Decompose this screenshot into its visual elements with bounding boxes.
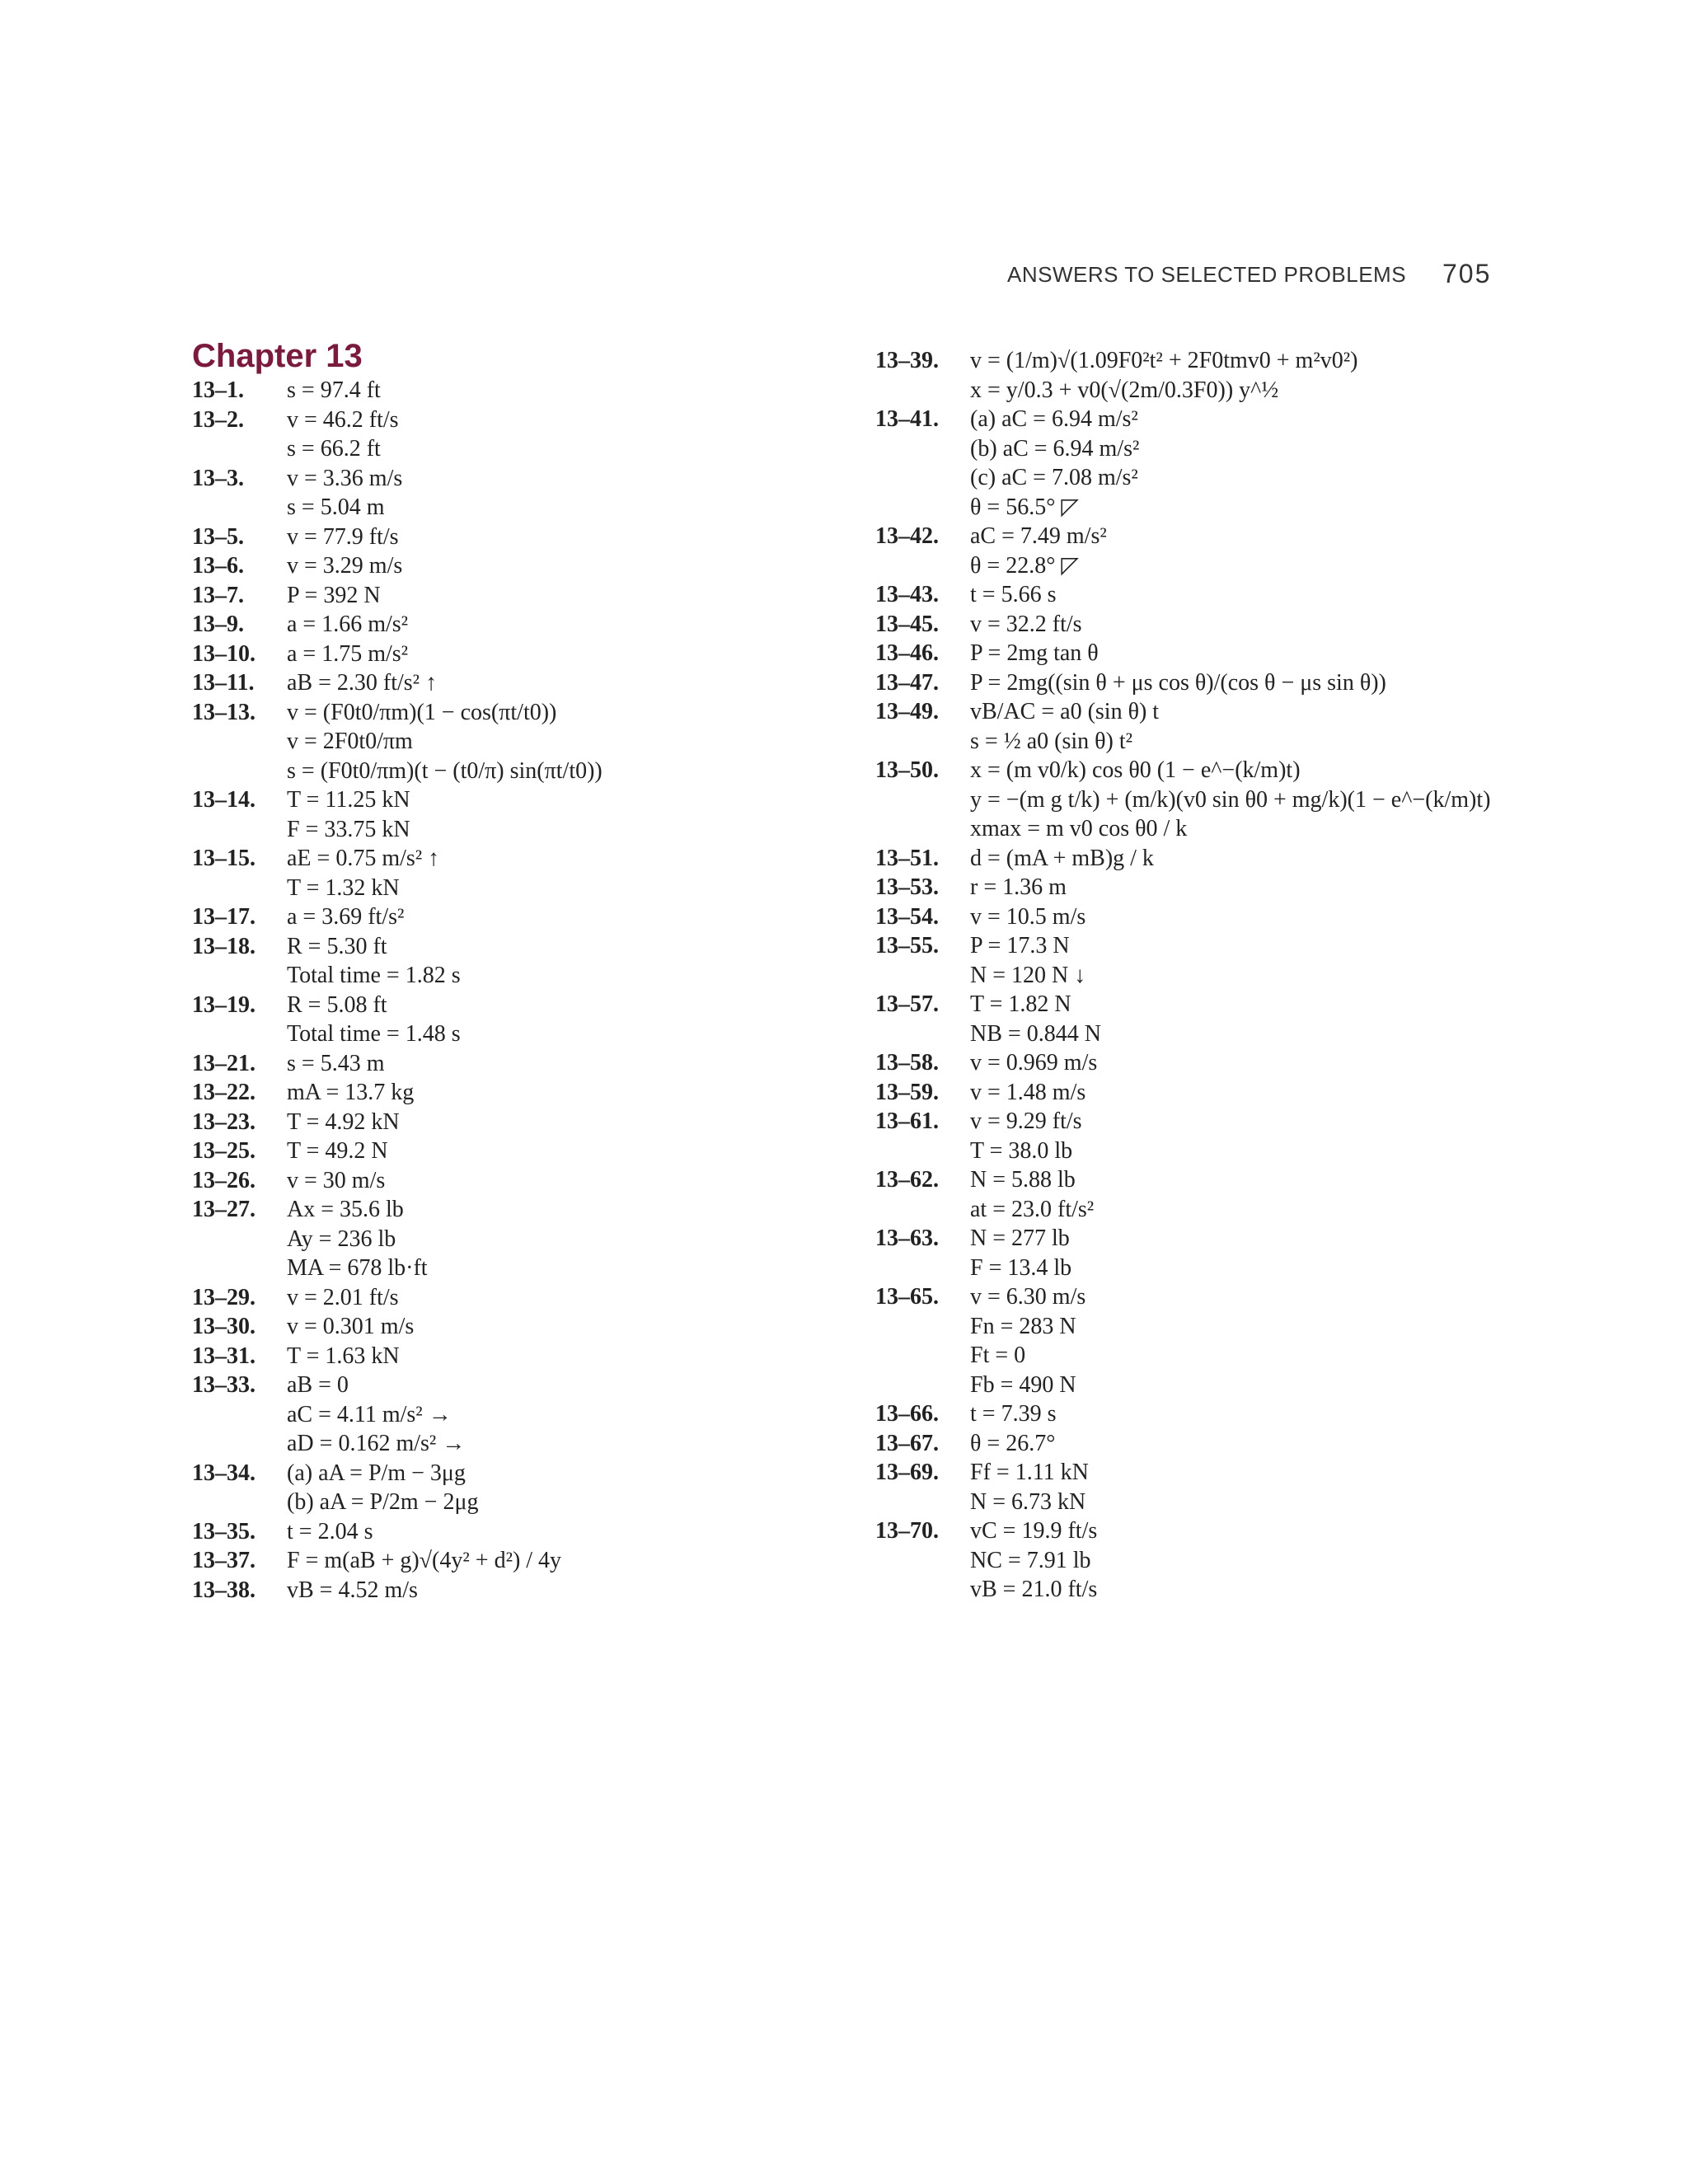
problem-number: 13–66. xyxy=(875,1401,939,1427)
answer-line: a = 1.75 m/s² xyxy=(287,640,409,667)
answer-entry xyxy=(192,1166,851,1196)
answer-lines xyxy=(970,580,1617,610)
problem-number: 13–30. xyxy=(192,1314,256,1339)
problem-number: 13–17. xyxy=(192,904,256,930)
answer-lines xyxy=(970,756,1617,844)
answer-line: at = 23.0 ft/s² xyxy=(970,1196,1095,1222)
answer-line: aB = 2.30 ft/s² ↑ xyxy=(287,670,438,696)
answer-lines xyxy=(970,1078,1617,1108)
answer-entry xyxy=(875,931,1617,990)
problem-number: 13–26. xyxy=(192,1167,256,1193)
answer-entry xyxy=(875,580,1617,610)
answer-lines xyxy=(287,1195,851,1283)
problem-number: 13–70. xyxy=(875,1518,939,1544)
answer-entry xyxy=(192,1049,851,1079)
problem-number: 13–35. xyxy=(192,1518,256,1544)
answer-lines xyxy=(287,1371,851,1459)
answer-lines xyxy=(970,1048,1617,1078)
answer-lines xyxy=(287,551,851,581)
answer-line: t = 5.66 s xyxy=(970,582,1057,607)
answer-line: (a) aC = 6.94 m/s² xyxy=(970,406,1138,432)
answer-entry xyxy=(192,1312,851,1342)
answer-line: r = 1.36 m xyxy=(970,874,1067,900)
answer-entry xyxy=(875,902,1617,932)
answer-entry xyxy=(192,376,851,405)
answer-line: v = 46.2 ft/s xyxy=(287,406,399,433)
answer-line: v = 3.29 m/s xyxy=(287,553,403,579)
answer-line: s = 97.4 ft xyxy=(287,377,381,403)
answer-entry xyxy=(192,1137,851,1166)
answer-entry xyxy=(875,639,1617,668)
answer-entry xyxy=(192,1546,851,1576)
answer-lines xyxy=(970,610,1617,640)
answer-entry xyxy=(192,1195,851,1283)
problem-number: 13–58. xyxy=(875,1050,939,1076)
answer-line: a = 1.66 m/s² xyxy=(287,612,409,637)
answer-line: NB = 0.844 N xyxy=(970,1020,1101,1047)
answer-lines xyxy=(287,405,851,464)
answer-line: aC = 4.11 m/s² → xyxy=(287,1401,452,1427)
answer-line: Fn = 283 N xyxy=(970,1313,1076,1339)
answer-entry xyxy=(192,523,851,552)
answer-lines xyxy=(970,1458,1617,1516)
problem-number: 13–23. xyxy=(192,1108,256,1135)
answer-line: xmax = m v0 cos θ0 / k xyxy=(970,816,1188,841)
problem-number: 13–21. xyxy=(192,1050,256,1076)
answer-line: aC = 7.49 m/s² xyxy=(970,523,1107,549)
answer-line: R = 5.08 ft xyxy=(287,991,387,1018)
answer-lines xyxy=(287,1108,851,1137)
answer-line: v = 77.9 ft/s xyxy=(287,523,399,550)
problem-number: 13–38. xyxy=(192,1577,256,1603)
problem-number: 13–43. xyxy=(875,582,939,607)
answer-lines xyxy=(970,639,1617,668)
answer-entry xyxy=(192,668,851,698)
answer-lines xyxy=(287,1517,851,1547)
answer-line: v = 30 m/s xyxy=(287,1167,386,1193)
answer-line: F = 13.4 lb xyxy=(970,1254,1072,1281)
answer-line: v = 0.969 m/s xyxy=(970,1050,1098,1076)
answer-entry xyxy=(192,991,851,1049)
answer-lines xyxy=(287,844,851,902)
problem-number: 13–42. xyxy=(875,523,939,549)
problem-number: 13–46. xyxy=(875,640,939,666)
answer-line: T = 38.0 lb xyxy=(970,1137,1073,1164)
answer-line: v = 10.5 m/s xyxy=(970,903,1086,930)
problem-number: 13–34. xyxy=(192,1460,256,1486)
answer-entry xyxy=(875,873,1617,902)
answer-line: x = y/0.3 + v0(√(2m/0.3F0)) y^½ xyxy=(970,377,1279,403)
problem-number: 13–49. xyxy=(875,699,939,724)
answer-line: N = 277 lb xyxy=(970,1226,1070,1251)
answer-line: v = (F0t0/πm)(1 − cos(πt/t0)) xyxy=(287,699,557,725)
answer-entry xyxy=(192,581,851,611)
answer-line: θ = 26.7° xyxy=(970,1430,1056,1456)
chapter-title: Chapter 13 xyxy=(192,338,363,374)
answer-lines xyxy=(970,1516,1617,1605)
answer-lines xyxy=(287,1166,851,1196)
problem-number: 13–5. xyxy=(192,523,244,550)
answer-line: (a) aA = P/m − 3μg xyxy=(287,1460,466,1486)
problem-number: 13–10. xyxy=(192,640,256,667)
answer-entry xyxy=(875,1516,1617,1605)
answer-lines xyxy=(970,902,1617,932)
problem-number: 13–29. xyxy=(192,1284,256,1310)
answer-entry xyxy=(875,668,1617,698)
answer-entry xyxy=(192,610,851,640)
answer-lines xyxy=(287,610,851,640)
answer-entry xyxy=(192,1459,851,1517)
right-answer-column xyxy=(875,346,1617,1605)
problem-number: 13–45. xyxy=(875,611,939,637)
problem-number: 13–18. xyxy=(192,933,256,959)
answer-line: P = 392 N xyxy=(287,582,381,608)
answer-line: Total time = 1.48 s xyxy=(287,1021,461,1047)
answer-entry xyxy=(875,346,1617,405)
answer-entry xyxy=(192,1108,851,1137)
answer-lines xyxy=(970,522,1617,580)
answer-lines xyxy=(970,1165,1617,1224)
answer-line: s = (F0t0/πm)(t − (t0/π) sin(πt/t0)) xyxy=(287,757,603,784)
problem-number: 13–67. xyxy=(875,1430,939,1456)
answer-entry xyxy=(875,1165,1617,1224)
answer-entry xyxy=(192,844,851,902)
answer-lines xyxy=(287,640,851,669)
answer-line: v = 2F0t0/πm xyxy=(287,729,413,754)
answer-entry xyxy=(192,464,851,523)
running-header: ANSWERS TO SELECTED PROBLEMS xyxy=(1007,262,1407,287)
answer-entry xyxy=(192,1371,851,1459)
answer-line: F = 33.75 kN xyxy=(287,816,410,842)
answer-line: s = 5.43 m xyxy=(287,1050,385,1076)
problem-number: 13–27. xyxy=(192,1197,256,1222)
answer-line: v = (1/m)√(1.09F0²t² + 2F0tmv0 + m²v0²) xyxy=(970,348,1358,373)
answer-line: v = 6.30 m/s xyxy=(970,1284,1086,1310)
answer-lines xyxy=(970,873,1617,902)
answer-line: R = 5.30 ft xyxy=(287,933,387,959)
answer-entry xyxy=(192,1517,851,1547)
answer-line: (b) aA = P/2m − 2μg xyxy=(287,1489,479,1515)
answer-line: N = 5.88 lb xyxy=(970,1167,1076,1193)
answer-line: N = 120 N ↓ xyxy=(970,962,1086,988)
answer-line: MA = 678 lb·ft xyxy=(287,1255,428,1281)
problem-number: 13–22. xyxy=(192,1080,256,1105)
answer-line: F = m(aB + g)√(4y² + d²) / 4y xyxy=(287,1548,562,1573)
answer-entry xyxy=(875,1224,1617,1282)
answer-entry xyxy=(192,1576,851,1605)
answer-line: NC = 7.91 lb xyxy=(970,1547,1091,1573)
answer-line: T = 1.63 kN xyxy=(287,1343,400,1369)
answer-line: T = 11.25 kN xyxy=(287,787,410,813)
problem-number: 13–25. xyxy=(192,1138,256,1164)
answer-lines xyxy=(970,1107,1617,1165)
answer-line: v = 1.48 m/s xyxy=(970,1079,1086,1105)
answer-entry xyxy=(192,785,851,844)
answer-line: Ft = 0 xyxy=(970,1343,1026,1368)
answer-line: vB = 21.0 ft/s xyxy=(970,1577,1098,1602)
problem-number: 13–47. xyxy=(875,669,939,696)
answer-line: v = 2.01 ft/s xyxy=(287,1284,399,1310)
answer-entry xyxy=(875,990,1617,1048)
answer-line: Ay = 236 lb xyxy=(287,1226,396,1252)
answer-entry xyxy=(875,1282,1617,1399)
answer-line: aE = 0.75 m/s² ↑ xyxy=(287,846,440,871)
answer-lines xyxy=(287,1546,851,1576)
answer-line: t = 7.39 s xyxy=(970,1401,1057,1427)
problem-number: 13–65. xyxy=(875,1284,939,1310)
left-answer-column xyxy=(192,376,851,1605)
problem-number: 13–41. xyxy=(875,406,939,432)
answer-line: T = 4.92 kN xyxy=(287,1108,400,1135)
answer-entry xyxy=(192,932,851,991)
answer-lines xyxy=(287,902,851,932)
answer-entry xyxy=(192,1078,851,1108)
answer-entry xyxy=(875,844,1617,874)
problem-number: 13–39. xyxy=(875,348,939,373)
answer-line: v = 0.301 m/s xyxy=(287,1314,415,1339)
answer-line: T = 1.32 kN xyxy=(287,874,400,901)
answer-lines xyxy=(287,523,851,552)
problem-number: 13–59. xyxy=(875,1079,939,1105)
answer-lines xyxy=(287,1049,851,1079)
answer-line: θ = 56.5° ◸ xyxy=(970,494,1079,520)
answer-line: vB/AC = a0 (sin θ) t xyxy=(970,699,1160,724)
answer-lines xyxy=(970,844,1617,874)
answer-line: vB = 4.52 m/s xyxy=(287,1577,418,1603)
problem-number: 13–62. xyxy=(875,1167,939,1193)
answer-line: θ = 22.8° ◸ xyxy=(970,552,1079,579)
answer-line: vC = 19.9 ft/s xyxy=(970,1518,1098,1544)
problem-number: 13–9. xyxy=(192,612,244,637)
answer-lines xyxy=(287,581,851,611)
answer-entry xyxy=(192,698,851,786)
answer-entry xyxy=(875,610,1617,640)
problem-number: 13–1. xyxy=(192,377,244,403)
answer-lines xyxy=(287,932,851,991)
answer-entry xyxy=(192,640,851,669)
problem-number: 13–57. xyxy=(875,991,939,1017)
answer-lines xyxy=(970,668,1617,698)
answer-lines xyxy=(970,1399,1617,1429)
answer-entry xyxy=(875,1078,1617,1108)
problem-number: 13–7. xyxy=(192,582,244,608)
problem-number: 13–2. xyxy=(192,406,244,433)
answer-lines xyxy=(287,1342,851,1371)
problem-number: 13–33. xyxy=(192,1372,256,1398)
answer-line: P = 17.3 N xyxy=(970,933,1070,958)
answer-line: Fb = 490 N xyxy=(970,1371,1076,1398)
answer-line: d = (mA + mB)g / k xyxy=(970,845,1154,871)
answer-line: y = −(m g t/k) + (m/k)(v0 sin θ0 + mg/k)(1 − e^−(k/m)t) xyxy=(970,786,1491,813)
answer-entry xyxy=(875,405,1617,522)
answer-line: s = 66.2 ft xyxy=(287,436,381,462)
answer-line: t = 2.04 s xyxy=(287,1518,373,1544)
answer-lines xyxy=(287,991,851,1049)
answer-lines xyxy=(970,1224,1617,1282)
problem-number: 13–31. xyxy=(192,1343,256,1369)
problem-number: 13–13. xyxy=(192,699,256,725)
answer-line: s = ½ a0 (sin θ) t² xyxy=(970,728,1133,754)
answer-line: aB = 0 xyxy=(287,1372,349,1398)
answer-line: Ax = 35.6 lb xyxy=(287,1197,404,1222)
problem-number: 13–63. xyxy=(875,1226,939,1251)
answer-lines xyxy=(970,1282,1617,1399)
problem-number: 13–53. xyxy=(875,874,939,900)
answer-line: aD = 0.162 m/s² → xyxy=(287,1431,466,1456)
answer-entry xyxy=(192,1283,851,1313)
problem-number: 13–14. xyxy=(192,787,256,813)
answer-entry xyxy=(875,1399,1617,1429)
answer-lines xyxy=(287,464,851,523)
problem-number: 13–19. xyxy=(192,991,256,1018)
answer-entry xyxy=(875,1048,1617,1078)
answer-lines xyxy=(287,1283,851,1313)
answer-line: s = 5.04 m xyxy=(287,494,385,520)
problem-number: 13–55. xyxy=(875,933,939,958)
answer-lines xyxy=(287,785,851,844)
answer-line: P = 2mg((sin θ + μs cos θ)/(cos θ − μs sin θ)) xyxy=(970,669,1386,696)
answer-lines xyxy=(287,1312,851,1342)
answer-entry xyxy=(192,902,851,932)
answer-entry xyxy=(875,1107,1617,1165)
answer-lines xyxy=(287,1576,851,1605)
answer-lines xyxy=(970,405,1617,522)
problem-number: 13–54. xyxy=(875,903,939,930)
problem-number: 13–11. xyxy=(192,670,255,696)
problem-number: 13–61. xyxy=(875,1108,939,1134)
answer-lines xyxy=(970,931,1617,990)
problem-number: 13–3. xyxy=(192,465,244,491)
answer-line: v = 3.36 m/s xyxy=(287,465,403,491)
answer-line: T = 1.82 N xyxy=(970,991,1071,1017)
answer-lines xyxy=(970,697,1617,756)
answer-line: P = 2mg tan θ xyxy=(970,640,1099,666)
answer-line: N = 6.73 kN xyxy=(970,1488,1086,1515)
answer-lines xyxy=(287,1459,851,1517)
answer-lines xyxy=(970,1429,1617,1459)
answer-line: v = 9.29 ft/s xyxy=(970,1108,1082,1134)
answer-entry xyxy=(875,1429,1617,1459)
answer-line: a = 3.69 ft/s² xyxy=(287,904,405,930)
answer-line: (c) aC = 7.08 m/s² xyxy=(970,465,1138,490)
answer-line: Ff = 1.11 kN xyxy=(970,1460,1089,1485)
problem-number: 13–51. xyxy=(875,845,939,871)
answer-entry xyxy=(875,522,1617,580)
answer-line: Total time = 1.82 s xyxy=(287,963,461,988)
answer-lines xyxy=(287,668,851,698)
answer-lines xyxy=(287,1078,851,1108)
answer-entry xyxy=(875,756,1617,844)
problem-number: 13–50. xyxy=(875,757,939,783)
problem-number: 13–6. xyxy=(192,553,244,579)
answer-lines xyxy=(970,990,1617,1048)
problem-number: 13–15. xyxy=(192,846,256,871)
answer-entry xyxy=(192,405,851,464)
answer-line: mA = 13.7 kg xyxy=(287,1080,415,1105)
answer-entry xyxy=(875,1458,1617,1516)
answer-lines xyxy=(287,376,851,405)
answer-entry xyxy=(875,697,1617,756)
answer-line: (b) aC = 6.94 m/s² xyxy=(970,435,1140,462)
page-number: 705 xyxy=(1442,259,1492,288)
problem-number: 13–37. xyxy=(192,1548,256,1573)
answer-line: x = (m v0/k) cos θ0 (1 − e^−(k/m)t) xyxy=(970,757,1301,783)
answer-entry xyxy=(192,1342,851,1371)
answer-line: v = 32.2 ft/s xyxy=(970,611,1082,637)
answer-line: T = 49.2 N xyxy=(287,1138,388,1164)
answer-entry xyxy=(192,551,851,581)
answer-lines xyxy=(287,698,851,786)
answer-lines xyxy=(970,346,1617,405)
problem-number: 13–69. xyxy=(875,1460,939,1485)
answer-lines xyxy=(287,1137,851,1166)
